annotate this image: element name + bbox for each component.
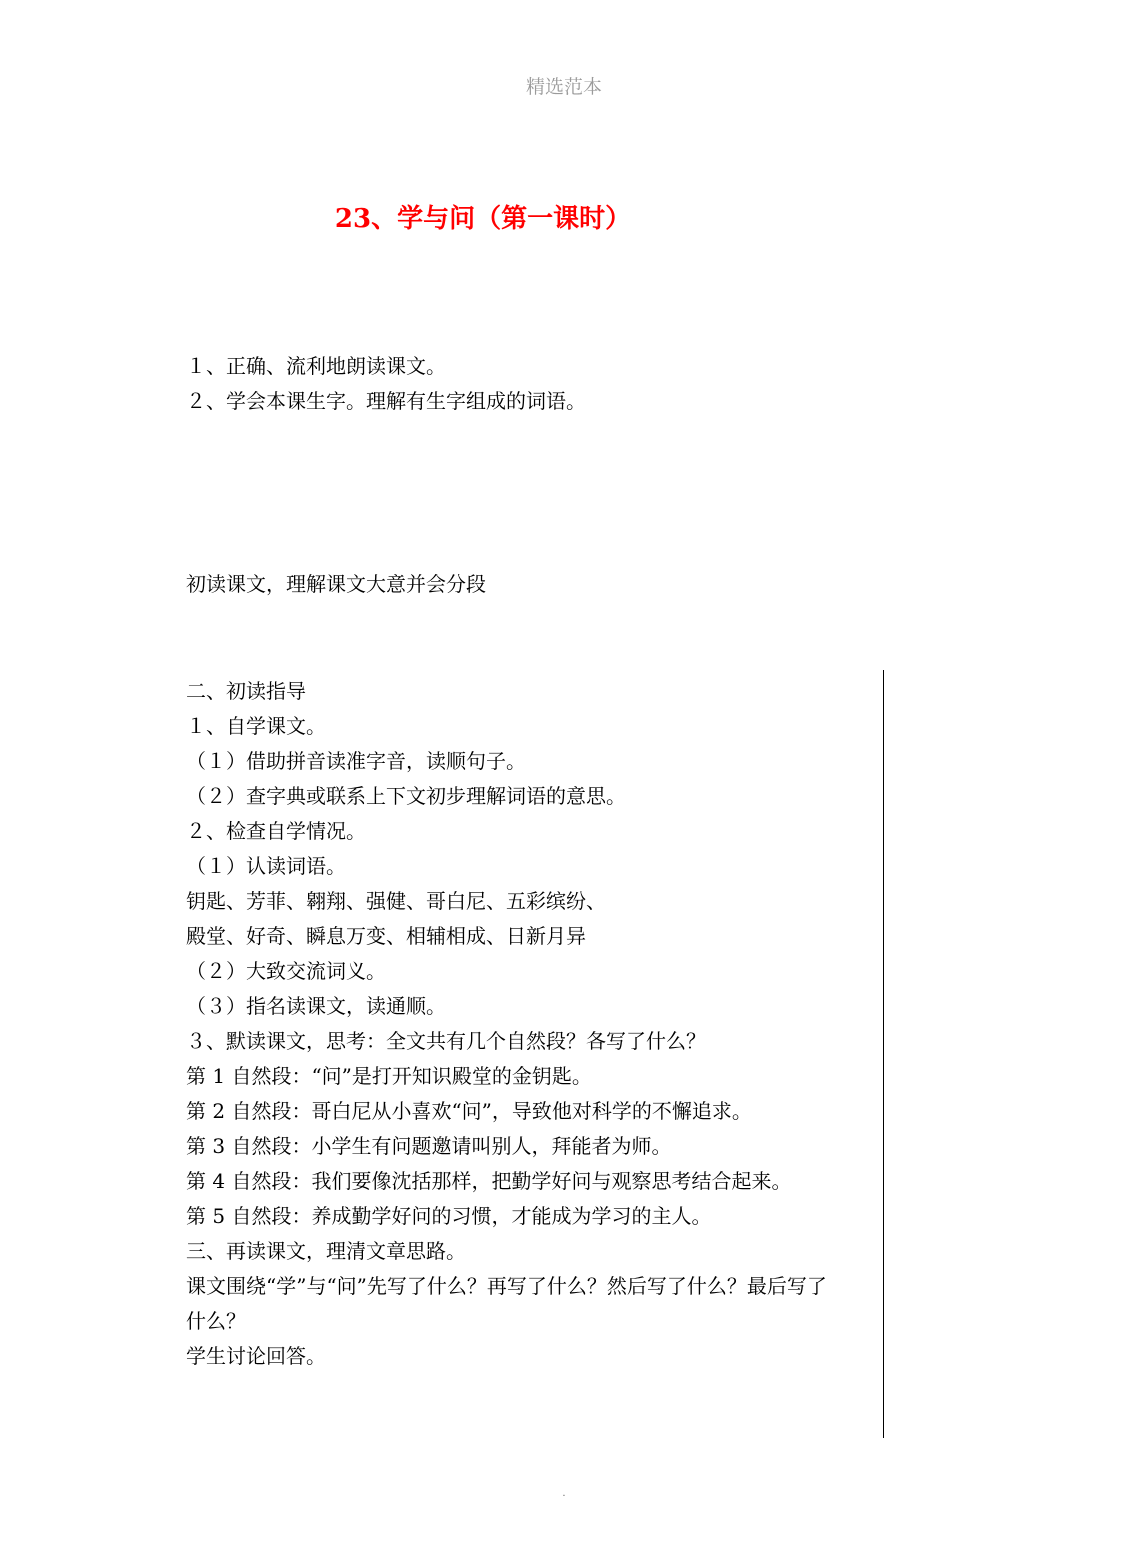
body-line: 二、初读指导 bbox=[186, 679, 306, 703]
body-line: （１）借助拼音读准字音，读顺句子。 bbox=[186, 749, 526, 773]
teaching-focus: 初读课文，理解课文大意并会分段 bbox=[186, 572, 486, 596]
body-line: （２）大致交流词义。 bbox=[186, 959, 386, 983]
body-line: 第 3 自然段：小学生有问题邀请叫别人，拜能者为师。 bbox=[186, 1134, 672, 1158]
body-line: 什么？ bbox=[186, 1309, 246, 1333]
body-line: 三、再读课文，理清文章思路。 bbox=[186, 1239, 466, 1263]
body-line: 第 1 自然段：“问”是打开知识殿堂的金钥匙。 bbox=[186, 1064, 592, 1088]
table-divider bbox=[883, 670, 884, 1438]
body-line: 第 5 自然段：养成勤学好问的习惯，才能成为学习的主人。 bbox=[186, 1204, 712, 1228]
body-line: 钥匙、芳菲、翱翔、强健、哥白尼、五彩缤纷、 bbox=[186, 889, 606, 913]
header-watermark: 精选范本 bbox=[525, 76, 602, 98]
body-line: 学生讨论回答。 bbox=[186, 1344, 326, 1368]
page-title: 23、学与问（第一课时） bbox=[334, 204, 632, 234]
body-line: ２、检查自学情况。 bbox=[186, 819, 366, 843]
footer-mark: . bbox=[562, 1488, 566, 1499]
body-line: ３、默读课文，思考：全文共有几个自然段？各写了什么？ bbox=[186, 1029, 706, 1053]
objective-2: ２、学会本课生字。理解有生字组成的词语。 bbox=[186, 389, 586, 413]
body-line: （３）指名读课文，读通顺。 bbox=[186, 994, 446, 1018]
body-line: 第 2 自然段：哥白尼从小喜欢“问”，导致他对科学的不懈追求。 bbox=[186, 1099, 752, 1123]
body-line: 殿堂、好奇、瞬息万变、相辅相成、日新月异 bbox=[186, 924, 586, 948]
body-line: （１）认读词语。 bbox=[186, 854, 346, 878]
body-line: １、自学课文。 bbox=[186, 714, 326, 738]
objective-1: １、正确、流利地朗读课文。 bbox=[186, 354, 446, 378]
body-line: （２）查字典或联系上下文初步理解词语的意思。 bbox=[186, 784, 626, 808]
body-line: 第 4 自然段：我们要像沈括那样，把勤学好问与观察思考结合起来。 bbox=[186, 1169, 792, 1193]
body-line: 课文围绕“学”与“问”先写了什么？再写了什么？然后写了什么？最后写了 bbox=[186, 1274, 827, 1298]
